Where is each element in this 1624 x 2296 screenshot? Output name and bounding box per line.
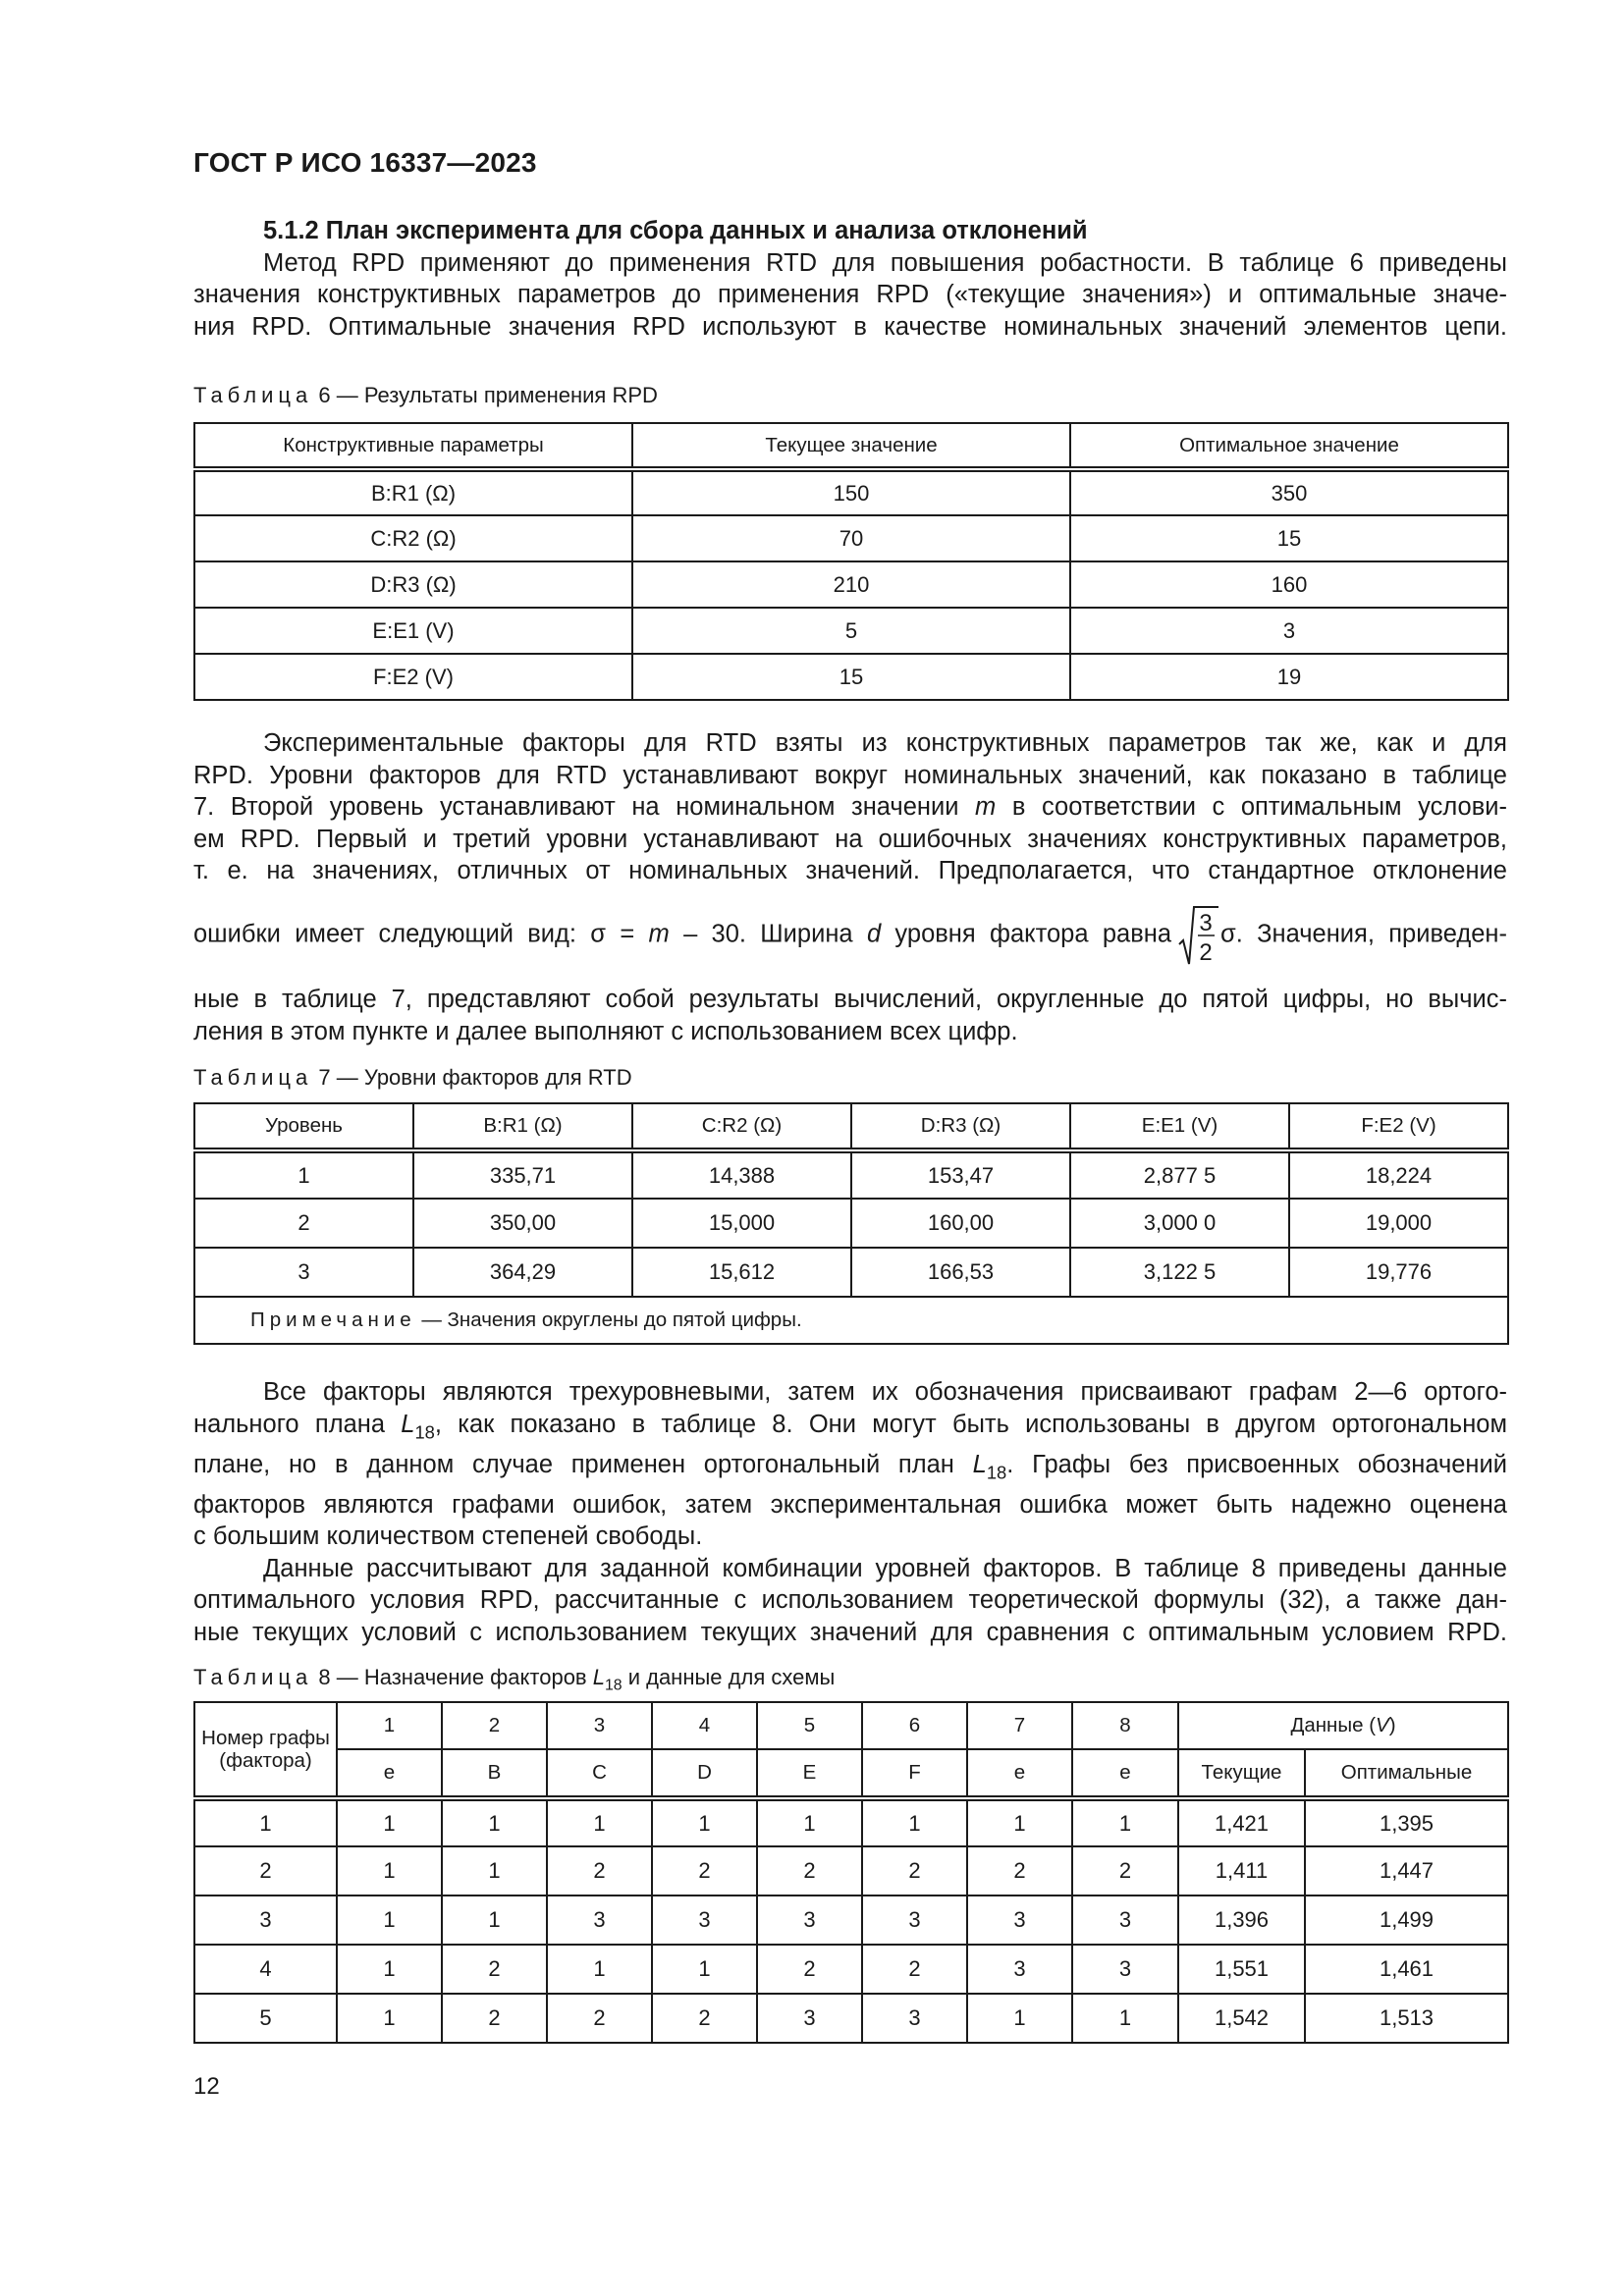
table-caption-text: 6 — Результаты применения RPD: [312, 383, 658, 407]
subscript: 18: [414, 1421, 435, 1443]
text-run: – 30. Ширина: [669, 920, 853, 948]
table-cell: 3: [194, 1896, 337, 1945]
table7-caption: [193, 1065, 632, 1091]
table-cell: 1: [442, 1896, 547, 1945]
table-cell: 5: [194, 1994, 337, 2043]
factor-label: e: [1072, 1749, 1178, 1798]
table-rpd-results: [193, 422, 1509, 701]
paragraph-line: Данные рассчитывают для заданной комбинации уровней факторов. В таблице 8 приведены данные: [263, 1554, 1507, 1582]
table-row: [194, 1248, 1508, 1297]
table-cell: 1: [757, 1798, 862, 1846]
table-cell: 1,411: [1178, 1846, 1305, 1896]
variable-V: V: [1376, 1714, 1389, 1736]
table-cell: 1: [442, 1798, 547, 1846]
table-cell: 3: [967, 1896, 1072, 1945]
table-cell: 2: [652, 1846, 757, 1896]
paragraph-line: Метод RPD применяют до применения RTD для повышения робастности. В таблице 6 приведены: [263, 248, 1507, 277]
text-run: ): [1388, 1714, 1396, 1736]
table-row: [194, 1798, 1508, 1846]
variable-m: m: [648, 920, 670, 948]
table-cell: E:E1 (V): [194, 608, 632, 654]
table-row: [194, 515, 1508, 561]
table-row: [194, 608, 1508, 654]
section-intro: [193, 215, 1507, 343]
column-header: D:R3 (Ω): [851, 1103, 1070, 1150]
table-caption-label: Таблица: [193, 1665, 313, 1689]
table-cell: 1: [967, 1994, 1072, 2043]
table-cell: 1: [442, 1846, 547, 1896]
section-heading: 5.1.2 План эксперимента для сбора данных и анализа отклонений: [263, 217, 1088, 244]
column-number: 4: [652, 1702, 757, 1749]
column-header: B:R1 (Ω): [413, 1103, 632, 1150]
table-factor-assignment: [193, 1701, 1509, 2044]
table-cell: 1,542: [1178, 1994, 1305, 2043]
table-cell: 160,00: [851, 1199, 1070, 1248]
table-cell: F:E2 (V): [194, 654, 632, 700]
table-cell: 2: [652, 1994, 757, 2043]
table8-caption: [193, 1665, 835, 1699]
table-cell: 1,513: [1305, 1994, 1508, 2043]
table-cell: 1: [337, 1846, 442, 1896]
table-cell: 3: [1070, 608, 1508, 654]
table-caption-label: Таблица: [193, 1065, 313, 1090]
variable-m: m: [975, 793, 997, 822]
table-cell: 1: [194, 1150, 413, 1199]
table-cell: 2: [862, 1945, 967, 1994]
table-caption-text: 8 — Назначение факторов: [312, 1665, 593, 1689]
paragraph-line: т. е. на значениях, отличных от номинальных значений. Предполагается, что стандартное отклонение: [193, 857, 1507, 885]
table-cell: 1,499: [1305, 1896, 1508, 1945]
sqrt-sign-icon: [1177, 905, 1218, 966]
factor-label: e: [337, 1749, 442, 1798]
table-cell: 2: [967, 1846, 1072, 1896]
variable-L: L: [592, 1665, 605, 1689]
table-cell: 1,551: [1178, 1945, 1305, 1994]
table-cell: 350,00: [413, 1199, 632, 1248]
paragraph-line: с большим количеством степеней свободы.: [193, 1522, 703, 1551]
paragraph-line: ния RPD. Оптимальные значения RPD используют в качестве номинальных значений элементов цепи.: [193, 312, 1507, 341]
table-caption-label: Таблица: [193, 383, 313, 407]
column-number: 5: [757, 1702, 862, 1749]
table-cell: 2: [547, 1994, 652, 2043]
note-text: — Значения округлены до пятой цифры.: [415, 1308, 802, 1331]
table-cell: 15,612: [632, 1248, 851, 1297]
table-cell: 3: [967, 1945, 1072, 1994]
column-number: 8: [1072, 1702, 1178, 1749]
table-cell: 335,71: [413, 1150, 632, 1199]
table-row: [194, 561, 1508, 608]
table-note-row: [194, 1297, 1508, 1344]
table-cell: C:R2 (Ω): [194, 515, 632, 561]
text-run: 7. Второй уровень устанавливают на номинальном значении: [193, 793, 959, 822]
table-cell: 1: [337, 1798, 442, 1846]
table-cell: 2: [862, 1846, 967, 1896]
table-cell: 1: [1072, 1994, 1178, 2043]
table-cell: 2: [194, 1846, 337, 1896]
data-group-header: [1178, 1702, 1508, 1749]
table-cell: 153,47: [851, 1150, 1070, 1199]
table-caption-text: и данные для схемы: [622, 1665, 836, 1689]
factor-label: E: [757, 1749, 862, 1798]
variable-L: L: [401, 1410, 415, 1438]
table-cell: D:R3 (Ω): [194, 561, 632, 608]
paragraph-line: RPD. Уровни факторов для RTD устанавливают вокруг номинальных значений, как показано в таблице: [193, 761, 1507, 789]
page-number: 12: [193, 2073, 220, 2100]
table-cell: 2: [757, 1945, 862, 1994]
table-cell: 2: [442, 1994, 547, 2043]
table-note: [194, 1297, 1508, 1344]
table-cell: 18,224: [1289, 1150, 1508, 1199]
paragraph-line: значения конструктивных параметров до применения RPD («текущие значения») и оптимальные значе-: [193, 281, 1507, 309]
paragraph-line: оптимального условия RPD, рассчитанные с использованием теоретической формулы (32), а также дан-: [193, 1586, 1507, 1615]
table-cell: 2: [1072, 1846, 1178, 1896]
table-cell: 1: [337, 1945, 442, 1994]
table-cell: 364,29: [413, 1248, 632, 1297]
table-cell: 210: [632, 561, 1070, 608]
svg-text:2: 2: [1199, 938, 1213, 966]
column-number: 7: [967, 1702, 1072, 1749]
table-cell: 350: [1070, 469, 1508, 515]
table-cell: 2,877 5: [1070, 1150, 1289, 1199]
square-root-fraction: [1177, 905, 1218, 966]
table-cell: 1: [194, 1798, 337, 1846]
table-cell: 3,122 5: [1070, 1248, 1289, 1297]
paragraph-line: ления в этом пункте и далее выполняют с использованием всех цифр.: [193, 1017, 1018, 1045]
column-number: 6: [862, 1702, 967, 1749]
table-cell: 4: [194, 1945, 337, 1994]
table-row: [194, 1896, 1508, 1945]
table-cell: 19,776: [1289, 1248, 1508, 1297]
table-cell: 3: [757, 1994, 862, 2043]
text-run: уровня фактора равна: [881, 920, 1172, 948]
corner-header: Номер графы (фактора): [194, 1702, 337, 1798]
svg-text:3: 3: [1199, 909, 1213, 936]
table-row: [194, 1150, 1508, 1199]
table-cell: 1: [547, 1798, 652, 1846]
factor-label: F: [862, 1749, 967, 1798]
table-cell: 3: [652, 1896, 757, 1945]
table-rtd-levels: [193, 1102, 1509, 1345]
table-cell: 3,000 0: [1070, 1199, 1289, 1248]
table-cell: 15: [1070, 515, 1508, 561]
table-cell: 1: [337, 1994, 442, 2043]
paragraph-line: ные текущих условий с использованием текущих значений для сравнения с оптимальным условием RPD.: [193, 1619, 1507, 1646]
text-run: нального плана: [193, 1410, 402, 1438]
factor-label: e: [967, 1749, 1072, 1798]
text-run: в соответствии с оптимальным услови-: [1011, 793, 1508, 822]
table-cell: 1: [547, 1945, 652, 1994]
table-row: [194, 469, 1508, 515]
column-header: C:R2 (Ω): [632, 1103, 851, 1150]
table-cell: 166,53: [851, 1248, 1070, 1297]
table-row: [194, 1846, 1508, 1896]
variable-L: L: [972, 1450, 987, 1478]
data-sub-header: Оптимальные: [1305, 1749, 1508, 1798]
factor-label: C: [547, 1749, 652, 1798]
text-run: σ. Значения, приведен-: [1220, 920, 1507, 948]
table-cell: 1: [967, 1798, 1072, 1846]
note-label: Примечание: [250, 1308, 416, 1331]
subscript: 18: [986, 1462, 1007, 1483]
paragraph-line: ем RPD. Первый и третий уровни устанавливают на ошибочных значениях конструктивных параметров,: [193, 825, 1507, 853]
paragraph-line: [193, 1449, 1507, 1489]
paragraph-line: ные в таблице 7, представляют собой результаты вычислений, округленные до пятой цифры, но вычис-: [193, 985, 1507, 1013]
table-cell: 2: [442, 1945, 547, 1994]
table-cell: 14,388: [632, 1150, 851, 1199]
column-header: Текущее значение: [632, 423, 1070, 469]
data-sub-header: Текущие: [1178, 1749, 1305, 1798]
column-number: 1: [337, 1702, 442, 1749]
text-run: плане, но в данном случае применен ортогональный план: [193, 1450, 973, 1478]
table-cell: 3: [862, 1896, 967, 1945]
paragraph-line: [193, 791, 1507, 824]
variable-d: d: [866, 920, 882, 948]
column-header: E:E1 (V): [1070, 1103, 1289, 1150]
table-cell: 1: [337, 1896, 442, 1945]
column-number: 3: [547, 1702, 652, 1749]
table-cell: 3: [194, 1248, 413, 1297]
table-cell: 5: [632, 608, 1070, 654]
paragraph-line: факторов являются графами ошибок, затем экспериментальная ошибка может быть надежно оценена: [193, 1490, 1507, 1519]
table-cell: 19,000: [1289, 1199, 1508, 1248]
text-run: ошибки имеет следующий вид: σ =: [193, 920, 635, 948]
table-cell: 15,000: [632, 1199, 851, 1248]
table-cell: 150: [632, 469, 1070, 515]
column-header: Уровень: [194, 1103, 413, 1150]
table-cell: 2: [547, 1846, 652, 1896]
table-cell: 2: [757, 1846, 862, 1896]
text-run: Данные (: [1290, 1714, 1377, 1736]
table-row: [194, 654, 1508, 700]
table-cell: 3: [862, 1994, 967, 2043]
text-run: . Графы без присвоенных обозначений: [1006, 1450, 1507, 1478]
column-header: Оптимальное значение: [1070, 423, 1508, 469]
table-cell: 15: [632, 654, 1070, 700]
paragraph-line: Все факторы являются трехуровневыми, затем их обозначения присваивают графам 2—6 ортого-: [263, 1378, 1507, 1406]
table-cell: 1,421: [1178, 1798, 1305, 1846]
paragraph-line: Экспериментальные факторы для RTD взяты из конструктивных параметров так же, как и для: [263, 729, 1507, 757]
document-standard-title: ГОСТ Р ИСО 16337—2023: [193, 147, 537, 178]
table-cell: 2: [194, 1199, 413, 1248]
table6-caption: [193, 383, 658, 408]
table-row: [194, 1994, 1508, 2043]
paragraph-rtd-factors: [193, 727, 1507, 1047]
table-cell: 1: [652, 1798, 757, 1846]
factor-label: B: [442, 1749, 547, 1798]
table-cell: 3: [1072, 1945, 1178, 1994]
table-cell: 3: [1072, 1896, 1178, 1945]
table-caption-text: 7 — Уровни факторов для RTD: [312, 1065, 632, 1090]
subscript: 18: [604, 1677, 623, 1694]
table-cell: 1: [862, 1798, 967, 1846]
column-number: 2: [442, 1702, 547, 1749]
factor-label: D: [652, 1749, 757, 1798]
text-run: , как показано в таблице 8. Они могут быть использованы в другом ортогональном: [434, 1410, 1507, 1438]
table-cell: 1,447: [1305, 1846, 1508, 1896]
column-header: Конструктивные параметры: [194, 423, 632, 469]
table-cell: B:R1 (Ω): [194, 469, 632, 515]
table-cell: 70: [632, 515, 1070, 561]
table-cell: 1,396: [1178, 1896, 1305, 1945]
table-cell: 3: [547, 1896, 652, 1945]
column-header: F:E2 (V): [1289, 1103, 1508, 1150]
table-cell: 1: [652, 1945, 757, 1994]
table-cell: 1: [1072, 1798, 1178, 1846]
formula-line: [193, 905, 1507, 966]
table-cell: 3: [757, 1896, 862, 1945]
table-row: [194, 1945, 1508, 1994]
table-cell: 19: [1070, 654, 1508, 700]
paragraph-line: [193, 1409, 1507, 1449]
paragraph-orthogonal-plan: [193, 1376, 1507, 1649]
table-row: [194, 1199, 1508, 1248]
table-cell: 1,395: [1305, 1798, 1508, 1846]
table-cell: 160: [1070, 561, 1508, 608]
table-cell: 1,461: [1305, 1945, 1508, 1994]
